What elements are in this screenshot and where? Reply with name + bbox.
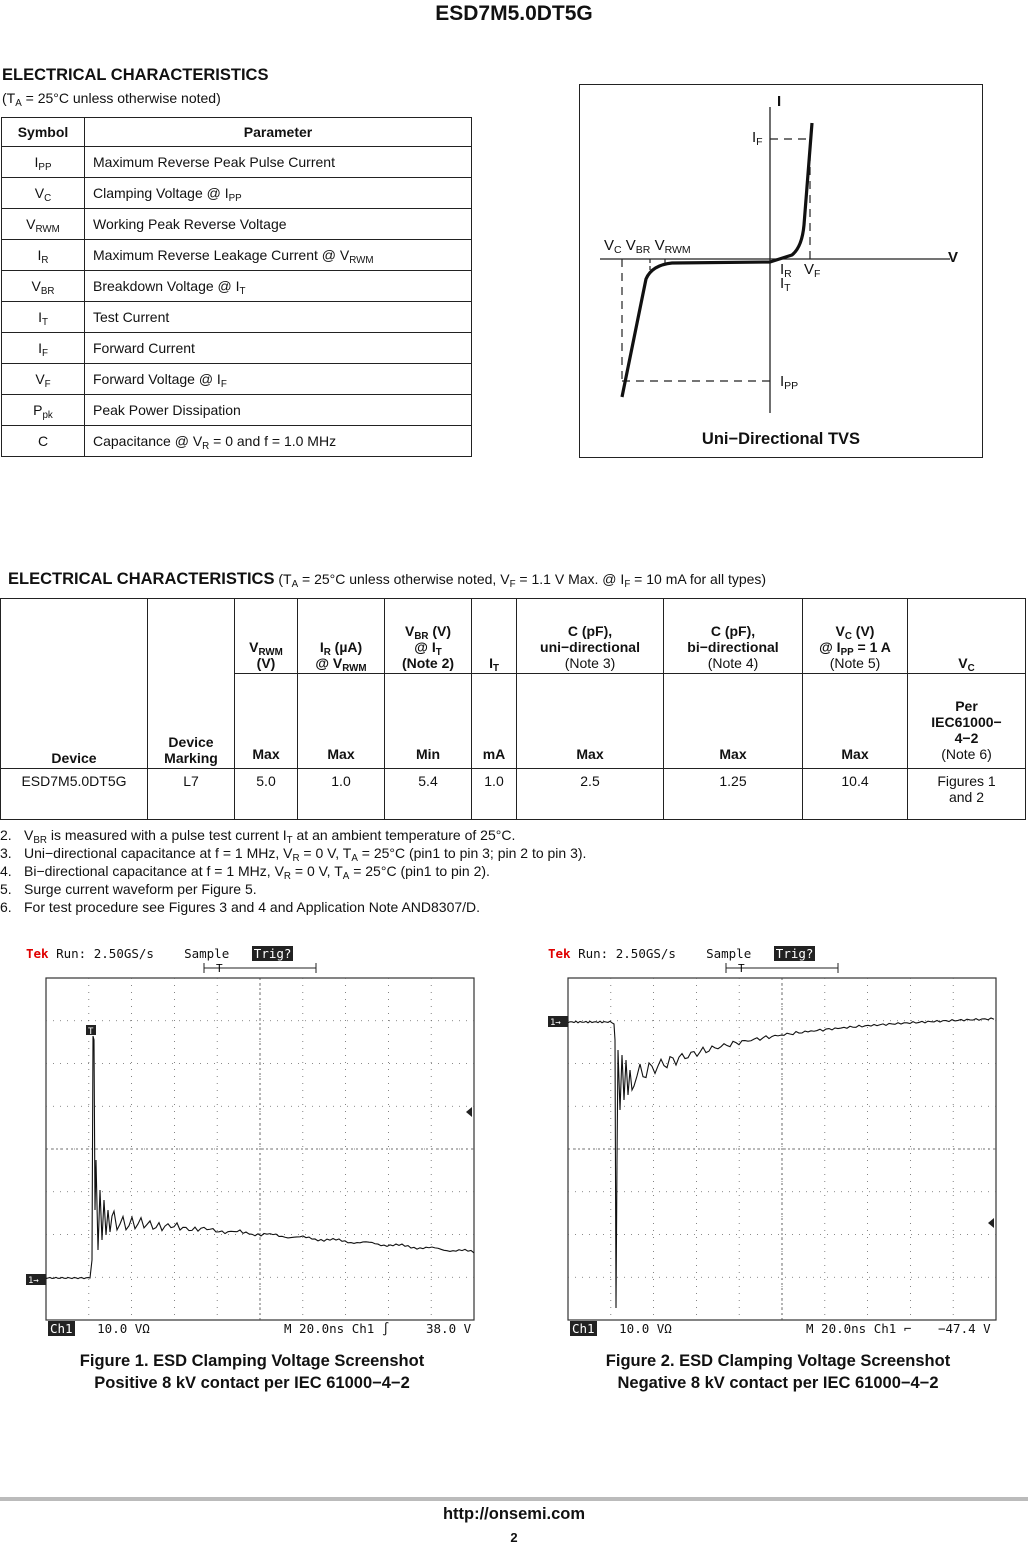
symbol-cell: $P_{pk}$ bbox=[2, 395, 85, 426]
cell-marking: L7 bbox=[148, 769, 235, 820]
part-number-title: ESD7M5.0DT5G bbox=[435, 2, 593, 25]
label-ipp: $I_{PP}$ bbox=[780, 373, 799, 393]
section1-title: ELECTRICAL CHARACTERISTICS bbox=[2, 66, 269, 84]
iv-caption: Uni−Directional TVS bbox=[701, 430, 861, 448]
scope2-footer: Ch1 10.0 VΩ M 20.0ns Ch1 ⌐ −47.4 V bbox=[572, 1321, 991, 1336]
cell-c-bi: 1.25 bbox=[664, 769, 803, 820]
hdr-vrwm: $V_{RWM}$ (V) bbox=[235, 599, 298, 674]
figure1-caption: Figure 1. ESD Clamping Voltage Screenshot Positive 8 kV contact per IEC 61000−4−2 bbox=[79, 1352, 425, 1392]
scope1-marker-t: T bbox=[88, 1027, 94, 1037]
section2-heading: ELECTRICAL CHARACTERISTICS ($T_A = 25^\circ C$ unless otherwise noted, $V_F = 1.1$ V Max. @ $I_F = 10$ mA for all types) bbox=[8, 570, 767, 590]
parameter-cell: Test Current bbox=[85, 302, 472, 333]
parameter-cell: Working Peak Reverse Voltage bbox=[85, 209, 472, 240]
parameter-cell: Capacitance @ $V_R = 0$ and f = 1.0 MHz bbox=[85, 426, 472, 457]
footer-divider bbox=[0, 1497, 1028, 1501]
parameter-cell: Maximum Reverse Leakage Current @ $V_{RWM}$ bbox=[85, 240, 472, 271]
label-vc-vbr-vrwm: $V_C$ $V_{BR}$ $V_{RWM}$ bbox=[604, 237, 691, 257]
table-row bbox=[2, 333, 472, 364]
list-item: 3. Uni−directional capacitance at f = 1 MHz, $V_R = 0$ V, $T_A = 25^\circ C$ (pin1 to pin 3; pin 2 to pin 3). bbox=[0, 845, 587, 864]
parameter-cell: Clamping Voltage @ $I_{PP}$ bbox=[85, 178, 472, 209]
page-number: 2 bbox=[510, 1530, 518, 1545]
scope2-screen bbox=[548, 960, 1000, 1335]
scope2-trace bbox=[568, 1018, 994, 1308]
cell-vc: 10.4 bbox=[803, 769, 908, 820]
sub-cuni-max: Max bbox=[517, 674, 664, 769]
label-it: $I_T$ bbox=[780, 275, 791, 295]
label-if: $I_F$ bbox=[752, 129, 763, 149]
cell-c-uni: 2.5 bbox=[517, 769, 664, 820]
parameter-cell: Maximum Reverse Peak Pulse Current bbox=[85, 147, 472, 178]
symbol-cell: $V_{BR}$ bbox=[2, 271, 85, 302]
list-item: 2. $V_{BR}$ is measured with a pulse test current $I_T$ at an ambient temperature of 25°C. bbox=[0, 827, 516, 846]
label-ir: $I_R$ bbox=[780, 261, 792, 281]
symbol-cell: $I_R$ bbox=[2, 240, 85, 271]
table-row bbox=[2, 426, 472, 457]
axis-i-label: I bbox=[777, 93, 782, 110]
sub-cbi-max: Max bbox=[664, 674, 803, 769]
figure2-caption: Figure 2. ESD Clamping Voltage Screenshot Negative 8 kV contact per IEC 61000−4−2 bbox=[605, 1352, 951, 1392]
hdr-device: Device bbox=[1, 599, 148, 769]
scope1-header: Tek Run: 2.50GS/s Sample Trig? bbox=[26, 946, 292, 961]
col-symbol: Symbol bbox=[2, 118, 85, 147]
label-vf: $V_F$ bbox=[804, 261, 821, 281]
table-row bbox=[2, 302, 472, 333]
table-row bbox=[1, 769, 1026, 820]
cell-vbr: 5.4 bbox=[385, 769, 472, 820]
cell-vc-figures: Figures 1 and 2 bbox=[908, 769, 1026, 820]
table-row bbox=[2, 209, 472, 240]
symbol-cell: $V_F$ bbox=[2, 364, 85, 395]
svg-text:T: T bbox=[216, 962, 223, 975]
sub-vc2-per: Per IEC61000− 4−2 (Note 6) bbox=[908, 674, 1026, 769]
sub-ir-max: Max bbox=[298, 674, 385, 769]
symbol-cell: $V_C$ bbox=[2, 178, 85, 209]
hdr-vbr: $V_{BR}$ (V) @ $I_T$ (Note 2) bbox=[385, 599, 472, 674]
cell-device: ESD7M5.0DT5G bbox=[1, 769, 148, 820]
symbol-cell: $I_{PP}$ bbox=[2, 147, 85, 178]
parameter-cell: Forward Voltage @ $I_F$ bbox=[85, 364, 472, 395]
hdr-it: $I_T$ bbox=[472, 599, 517, 674]
symbol-cell: $I_T$ bbox=[2, 302, 85, 333]
cell-ir: 1.0 bbox=[298, 769, 385, 820]
parameter-cell: Peak Power Dissipation bbox=[85, 395, 472, 426]
scope1-marker-1: 1→ bbox=[28, 1276, 39, 1286]
scope1-footer: Ch1 10.0 VΩ M 20.0ns Ch1 ∫ 38.0 V bbox=[50, 1321, 472, 1336]
sub-it-ma: mA bbox=[472, 674, 517, 769]
list-item: 6. For test procedure see Figures 3 and 4 and Application Note AND8307/D. bbox=[0, 899, 481, 915]
col-parameter: Parameter bbox=[85, 118, 472, 147]
electrical-characteristics-table bbox=[0, 598, 1026, 820]
sub-vrwm-max: Max bbox=[235, 674, 298, 769]
table-row bbox=[2, 147, 472, 178]
cell-it: 1.0 bbox=[472, 769, 517, 820]
list-item: 4. Bi−directional capacitance at f = 1 MHz, $V_R = 0$ V, $T_A = 25^\circ C$ (pin1 to pin 2). bbox=[0, 863, 490, 882]
hdr-ir: $I_R$ (µA) @ $V_{RWM}$ bbox=[298, 599, 385, 674]
hdr-marking: Device Marking bbox=[148, 599, 235, 769]
section1-condition: ($T_A = 25^\circ C$ unless otherwise noted) bbox=[2, 90, 221, 109]
scope1-screen bbox=[26, 960, 478, 1335]
footer-url[interactable]: http://onsemi.com bbox=[442, 1505, 586, 1523]
hdr-vc2: $V_C$ bbox=[908, 599, 1026, 674]
scope1-trace bbox=[46, 1036, 474, 1279]
symbol-cell: C bbox=[2, 426, 85, 457]
symbol-cell: $V_{RWM}$ bbox=[2, 209, 85, 240]
parameter-cell: Forward Current bbox=[85, 333, 472, 364]
symbol-parameter-table bbox=[1, 117, 472, 457]
table-row bbox=[2, 395, 472, 426]
hdr-c-uni: C (pF), uni−directional (Note 3) bbox=[517, 599, 664, 674]
table-row bbox=[2, 178, 472, 209]
footnotes bbox=[0, 826, 586, 916]
table-row bbox=[2, 240, 472, 271]
cell-vrwm: 5.0 bbox=[235, 769, 298, 820]
svg-text:T: T bbox=[738, 962, 745, 975]
sub-vc-max: Max bbox=[803, 674, 908, 769]
axis-v-label: V bbox=[948, 249, 959, 266]
iv-curve-diagram bbox=[579, 84, 983, 458]
scope2-header: Tek Run: 2.50GS/s Sample Trig? bbox=[548, 946, 814, 961]
sub-vbr-min: Min bbox=[385, 674, 472, 769]
table-row bbox=[2, 271, 472, 302]
hdr-c-bi: C (pF), bi−directional (Note 4) bbox=[664, 599, 803, 674]
list-item: 5. Surge current waveform per Figure 5. bbox=[0, 881, 257, 897]
symbol-cell: $I_F$ bbox=[2, 333, 85, 364]
parameter-cell: Breakdown Voltage @ $I_T$ bbox=[85, 271, 472, 302]
table-row bbox=[2, 364, 472, 395]
scope2-marker-1: 1→ bbox=[550, 1018, 561, 1028]
hdr-vc: $V_C$ (V) @ $I_{PP} = 1$ A (Note 5) bbox=[803, 599, 908, 674]
